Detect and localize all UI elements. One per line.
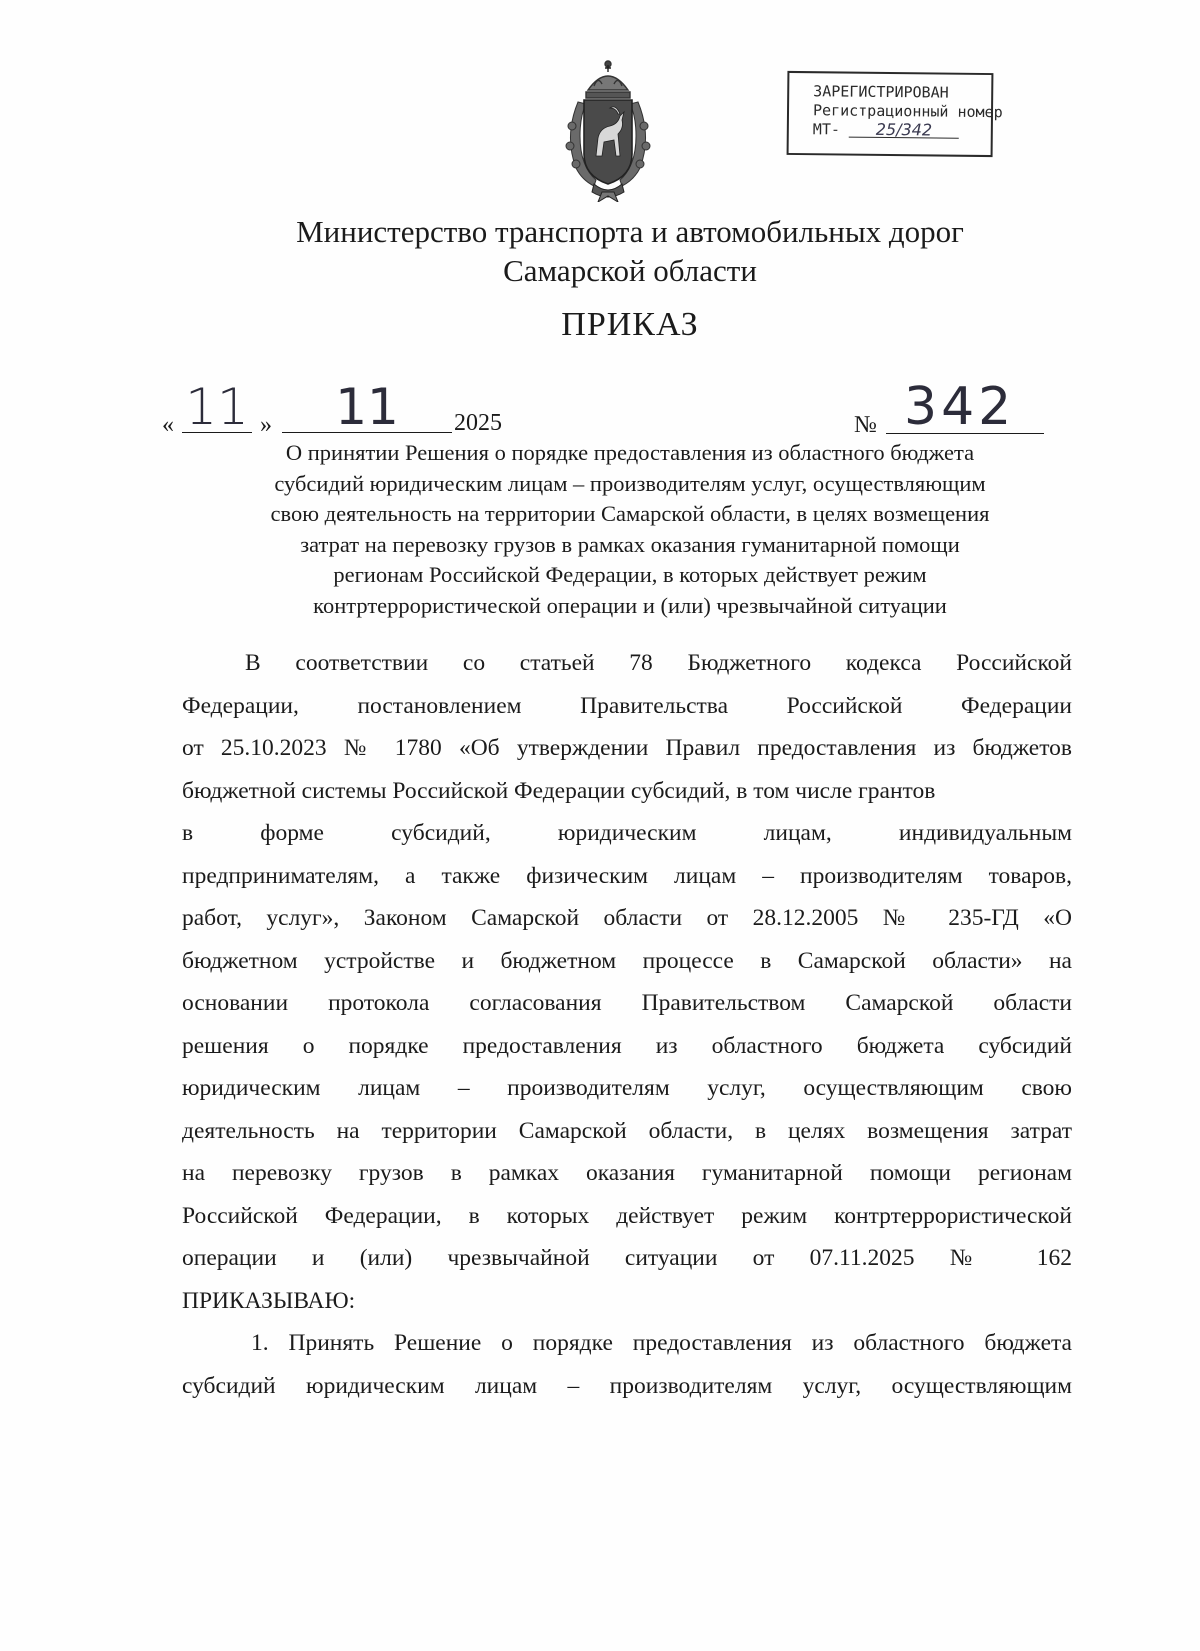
stamp-registration-number: 25/342 [849,122,959,139]
order-number-label: № [854,412,877,438]
body-line: субсидий юридическим лицам – производителям услуг, осуществляющим [182,1372,1072,1399]
body-line: решения о порядке предоставления из областного бюджета субсидий [182,1032,1072,1059]
subject-line: О принятии Решения о порядке предоставления из областного бюджета [285,440,975,465]
body-line: от 25.10.2023 № 1780 «Об утверждении Правил предоставления из бюджетов [182,735,1072,761]
body-line: 1. Принять Решение о порядке предоставления из областного бюджета [251,1330,1072,1356]
body-line: бюджетном устройстве и бюджетном процессе в Самарской области» на [182,947,1072,974]
date-quote-open: « [162,412,174,438]
date-year: 2025 [454,410,502,436]
order-body [182,648,1072,1413]
date-quote-close: » [260,412,272,438]
document-type-title: ПРИКАЗ [561,306,699,343]
body-line: деятельность на территории Самарской области, в целях возмещения затрат [182,1117,1072,1144]
date-month-handwritten: 11 [282,382,452,433]
subject-line: регионам Российской Федерации, в которых действует режим [333,562,927,587]
stamp-subtitle: Регистрационный номер [812,101,1003,122]
date-day-handwritten: 11 [182,382,252,433]
stamp-title: ЗАРЕГИСТРИРОВАН [813,82,949,102]
body-line: В соответствии со статьей 78 Бюджетного кодекса Российской [245,650,1072,676]
body-line: операции и (или) чрезвычайной ситуации от 07.11.2025 № 162 [182,1245,1072,1271]
date-number-row [162,377,1062,440]
ministry-name-line-1: Министерство транспорта и автомобильных дорог [296,214,964,249]
body-line: основании протокола согласования Правительством Самарской области [182,990,1072,1016]
stamp-number-row [813,120,991,141]
registration-stamp [787,71,1003,157]
ministry-name-line-2: Самарской области [503,253,757,288]
body-line: предпринимателям, а также физическим лицам – производителям товаров, [182,862,1072,889]
body-line: работ, услуг», Законом Самарской области от 28.12.2005 № 235-ГД «О [182,905,1072,931]
body-line: Российской Федерации, в которых действует режим контртеррористической [182,1202,1072,1229]
subject-line: затрат на перевозку грузов в рамках оказания гуманитарной помощи [300,531,960,557]
order-number-handwritten: 342 [886,380,1044,434]
body-line: на перевозку грузов в рамках оказания гуманитарной помощи регионам [182,1160,1072,1186]
ministry-name [0,212,1200,290]
order-directive: ПРИКАЗЫВАЮ: [182,1287,356,1314]
order-subject [190,438,1070,621]
body-line: в форме субсидий, юридическим лицам, индивидуальным [182,820,1072,846]
stamp-prefix: МТ- [812,120,841,139]
subject-line: субсидий юридическим лицам – производителям услуг, осуществляющим [274,470,986,496]
body-line: юридическим лицам – производителям услуг, осуществляющим свою [182,1075,1072,1101]
body-line: Федерации, постановлением Правительства Российской Федерации [182,692,1072,719]
body-line: бюджетной системы Российской Федерации субсидий, в том числе грантов [182,777,936,804]
samara-coat-of-arms-icon [558,56,658,202]
subject-line: свою деятельность на территории Самарской области, в целях возмещения [270,501,990,526]
subject-line: контртеррористической операции и (или) чрезвычайной ситуации [313,592,947,618]
